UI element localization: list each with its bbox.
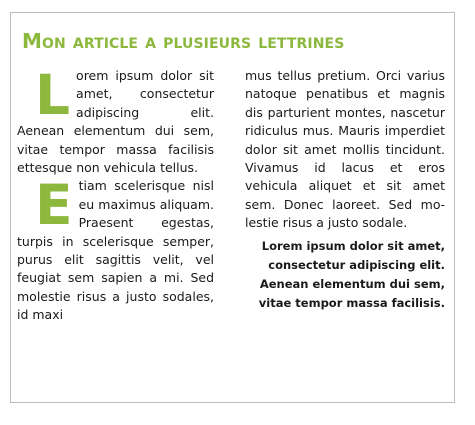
right-column-text: mus tellus pretium. Orci varius natoque penatibus et magnis dis parturient montes, nascetur ridiculus mus. Mauris imperdiet dolor sit amet mollis tincidunt. Vivamus id lacus et eros vehicula aliquet et sit amet sem. Donec laoreet. Sed molestie risus a justo sodale. <box>245 68 445 231</box>
paragraph-2 <box>17 173 214 324</box>
paragraph-1-text: orem ipsum dolor sit amet, consectetur adipiscing elit. Aenean elementum dui sem, vitae tempor massa facilisis ettesque non vehicula tellus. <box>17 68 214 176</box>
paragraph-2-text: tiam scelerisque nisl eu maximus aliquam. Praesent egestas, turpis in scelerisque semper, purus elit sagittis velit, vel feugiat sem sapien a mi. Sed molestie risus a justo sodales, id maxi <box>17 178 214 323</box>
right-column <box>245 67 445 313</box>
paragraph-1 <box>17 63 214 177</box>
left-column <box>17 63 214 325</box>
article-page <box>10 12 455 403</box>
bold-summary: Lorem ipsum dolor sit amet, consectetur adipiscing elit. Aenean elementum dui sem, vitae tempor massa facilisis. <box>258 238 445 310</box>
dropcap-e: E <box>35 173 73 238</box>
article-title: Mon article a plusieurs lettrines <box>22 29 345 53</box>
dropcap-l: L <box>35 63 71 127</box>
